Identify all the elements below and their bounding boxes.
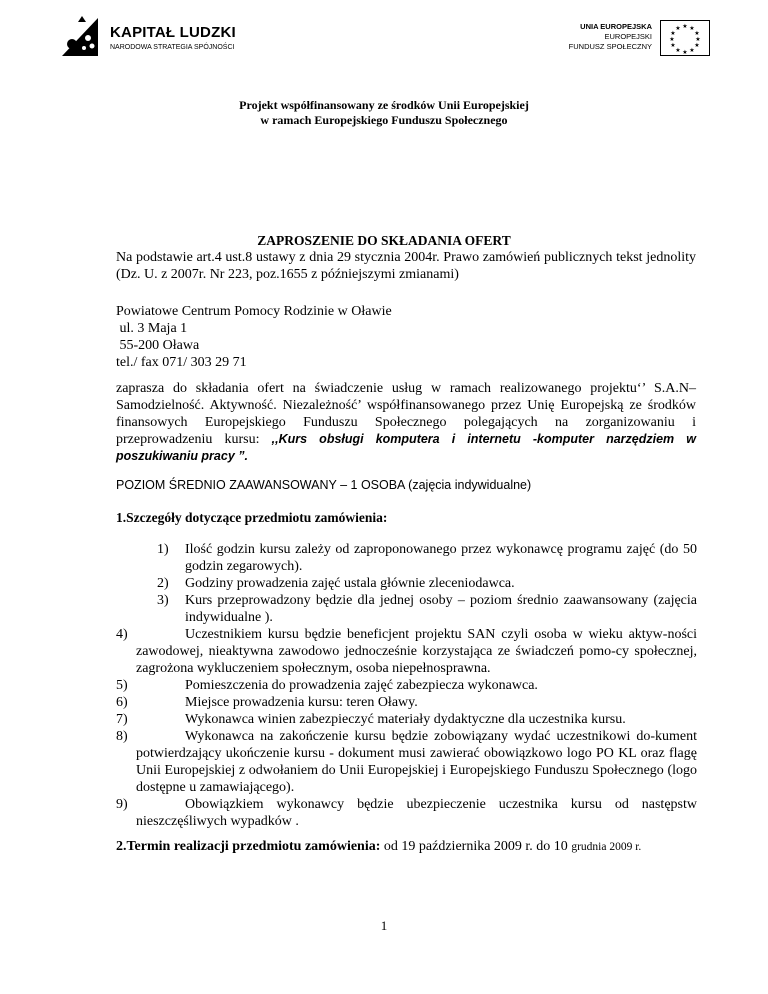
eu-efs-logo <box>560 20 710 60</box>
list-item: Ilość godzin kursu zależy od zaproponowanego przez wykonawcę programu zajęć (do 50 godzin zegarowych). <box>185 542 697 574</box>
eu-logo-text <box>569 22 652 52</box>
section-2 <box>116 838 696 856</box>
list-item: Kurs przeprowadzony będzie dla jednej osoby – poziom średnio zaawansowany (zajęcia indywidualne ). <box>185 593 697 625</box>
section-1-title: 1.Szczegóły dotyczące przedmiotu zamówienia: <box>116 510 388 525</box>
item-number: 3) <box>157 593 169 608</box>
svg-text:★: ★ <box>682 23 688 30</box>
svg-text:★: ★ <box>675 25 681 32</box>
svg-text:★: ★ <box>669 36 675 43</box>
svg-text:★: ★ <box>675 47 681 54</box>
address-name: Powiatowe Centrum Pomocy Rodzinie w Oławie <box>116 304 392 319</box>
svg-text:★: ★ <box>694 30 700 37</box>
logo-subtitle: NARODOWA STRATEGIA SPÓJNOŚCI <box>110 44 235 51</box>
invitation-text: zaprasza do składania ofert na świadczenie usług w ramach realizowanego projektu‘’ S.A.N– Samodzielność. Aktywność. Niezależność’ współfinansowanego przez Unię Europejską ze środków finansowych Europejskiego Funduszu Społecznego polegających na zorganizowaniu i przeprowadzeniu kursu: <box>116 381 696 447</box>
eu-flag-icon <box>660 20 710 56</box>
document-heading: ZAPROSZENIE DO SKŁADANIA OFERT <box>257 233 511 248</box>
item-number: 9) <box>116 797 128 812</box>
list-item: Uczestnikiem kursu będzie beneficjent projektu SAN czyli osoba w wieku aktyw-ności zawodowej, nieaktywna zawodowo jednocześnie korzystająca ze świadczeń pomo-cy społecznej, zagrożona wykluczeniem społecznym, osoba niepełnosprawna. <box>136 627 697 676</box>
logo-title: KAPITAŁ LUDZKI <box>110 24 236 41</box>
project-cofinancing-note <box>0 98 768 128</box>
svg-text:★: ★ <box>682 49 688 55</box>
kapital-ludzki-emblem-icon <box>58 14 104 60</box>
item-number: 4) <box>116 627 128 642</box>
item-number: 8) <box>116 729 128 744</box>
kapital-ludzki-logo <box>58 14 238 60</box>
list-item: Godziny prowadzenia zajęć ustala głównie zleceniodawca. <box>185 576 515 591</box>
section-2-title: 2.Termin realizacji przedmiotu zamówienia: <box>116 839 381 854</box>
list-item: Miejsce prowadzenia kursu: teren Oławy. <box>185 695 418 710</box>
item-number: 6) <box>116 695 128 710</box>
svg-text:★: ★ <box>694 42 700 49</box>
course-name: ,,Kurs obsługi komputera i internetu -komputer narzędziem w poszukiwaniu pracy ”. <box>116 432 696 463</box>
item-number: 7) <box>116 712 128 727</box>
item-number: 1) <box>157 542 169 557</box>
invitation-paragraph <box>116 380 696 465</box>
eu-line-3: FUNDUSZ SPOŁECZNY <box>568 42 652 51</box>
legal-basis-paragraph: Na podstawie art.4 ust.8 ustawy z dnia 29 stycznia 2004r. Prawo zamówień publicznych tekst jednolity (Dz. U. z 2007r. Nr 223, poz.1655 z późniejszymi zmianami) <box>116 250 696 282</box>
list-item: Wykonawca na zakończenie kursu będzie zobowiązany wydać uczestnikowi do-kument potwierdzający ukończenie kursu - dokument musi zawierać obowiązkowo logo PO KL oraz flagę Unii Europejskiej z odwołaniem do Unii Europejskiej i Europejskiego Funduszu Społecznego (logo dostępne u zamawiającego). <box>136 729 697 795</box>
eu-line-2: EUROPEJSKI <box>604 32 652 41</box>
course-level: POZIOM ŚREDNIO ZAAWANSOWANY – 1 OSOBA (zajęcia indywidualne) <box>116 478 532 492</box>
svg-text:★: ★ <box>689 47 695 54</box>
list-item: Obowiązkiem wykonawcy będzie ubezpieczenie uczestnika kursu od następstw nieszczęśliwych wypadków . <box>136 797 697 829</box>
svg-text:★: ★ <box>689 25 695 32</box>
page-number: 1 <box>380 918 388 933</box>
list-item: Pomieszczenia do prowadzenia zajęć zabezpiecza wykonawca. <box>185 678 538 693</box>
address-phone: tel./ fax 071/ 303 29 71 <box>116 355 247 370</box>
project-line-1: Projekt współfinansowany ze środków Unii Europejskiej <box>239 98 529 112</box>
svg-text:★: ★ <box>695 36 701 43</box>
address-block <box>116 303 392 371</box>
eu-line-1: UNIA EUROPEJSKA <box>580 22 652 31</box>
item-number: 2) <box>157 576 169 591</box>
section-2-end: grudnia 2009 r. <box>571 841 642 853</box>
section-2-dates: od 19 października 2009 r. do 10 <box>380 839 572 854</box>
svg-text:★: ★ <box>670 30 676 37</box>
svg-text:★: ★ <box>670 42 676 49</box>
item-number: 5) <box>116 678 128 693</box>
project-line-2: w ramach Europejskiego Funduszu Społecznego <box>260 113 508 127</box>
address-street: ul. 3 Maja 1 <box>116 321 188 336</box>
list-item: Wykonawca winien zabezpieczyć materiały dydaktyczne dla uczestnika kursu. <box>185 712 626 727</box>
address-city: 55-200 Oława <box>116 338 200 353</box>
